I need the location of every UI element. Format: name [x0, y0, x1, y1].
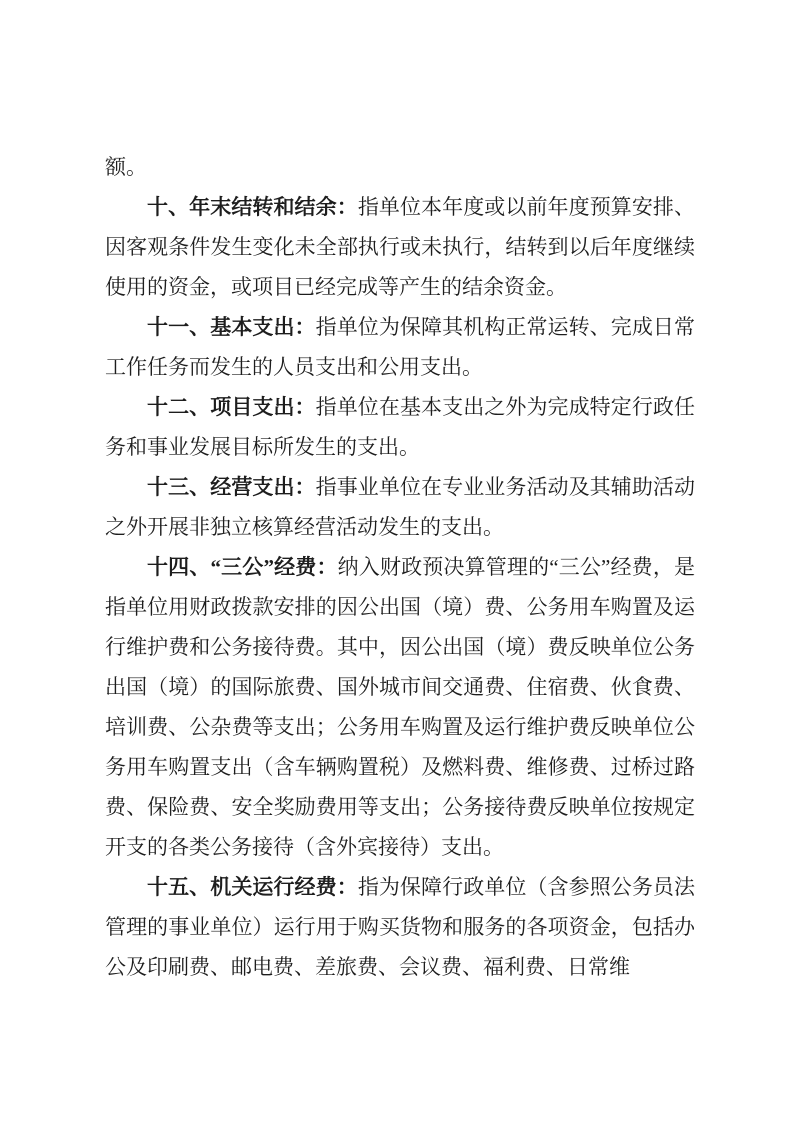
term-label-three-public-funds: 十四、“三公”经费： [147, 555, 338, 579]
paragraph-text: 指单位本年度或以前年度预算安排、因客观条件发生变化未全部执行或未执行，结转到以后年度继续使用的资金，或项目已经完成等产生的结余资金。 [105, 195, 696, 299]
paragraph-text: 指单位在基本支出之外为完成特定行政任务和事业发展目标所发生的支出。 [105, 395, 695, 459]
paragraph-item-14 [105, 547, 695, 867]
paragraph-text: 指事业单位在专业业务活动及其辅助活动之外开展非独立核算经营活动发生的支出。 [105, 475, 695, 539]
term-label-project-expenditure: 十二、项目支出： [147, 395, 316, 419]
paragraph-item-15 [105, 867, 695, 987]
paragraph-text: 指单位为保障其机构正常运转、完成日常工作任务而发生的人员支出和公用支出。 [105, 315, 695, 379]
paragraph-item-13 [105, 467, 695, 547]
paragraph-item-11 [105, 307, 695, 387]
paragraph-item-12 [105, 387, 695, 467]
term-label-agency-operating-funds: 十五、机关运行经费： [147, 875, 358, 899]
paragraph-continuation-tail [105, 147, 695, 187]
paragraph-text: 指为保障行政单位（含参照公务员法管理的事业单位）运行用于购买货物和服务的各项资金，包括办公及印刷费、邮电费、差旅费、会议费、福利费、日常维 [105, 875, 696, 979]
paragraph-item-10 [105, 187, 695, 307]
paragraph-text: 纳入财政预决算管理的“三公”经费，是指单位用财政拨款安排的因公出国（境）费、公务用车购置及运行维护费和公务接待费。其中，因公出国（境）费反映单位公务出国（境）的国际旅费、国外城市间交通费、住宿费、伙食费、培训费、公杂费等支出；公务用车购置及运行维护费反映单位公务用车购置支出（含车辆购置税）及燃料费、维修费、过桥过路费、保险费、安全奖励费用等支出；公务接待费反映单位按规定开支的各类公务接待（含外宾接待）支出。 [105, 555, 696, 859]
term-label-operating-expenditure: 十三、经营支出： [147, 475, 316, 499]
term-label-basic-expenditure: 十一、基本支出： [147, 315, 316, 339]
term-label-year-end-carryover: 十、年末结转和结余： [147, 195, 358, 219]
paragraph-text: 额。 [105, 155, 147, 179]
